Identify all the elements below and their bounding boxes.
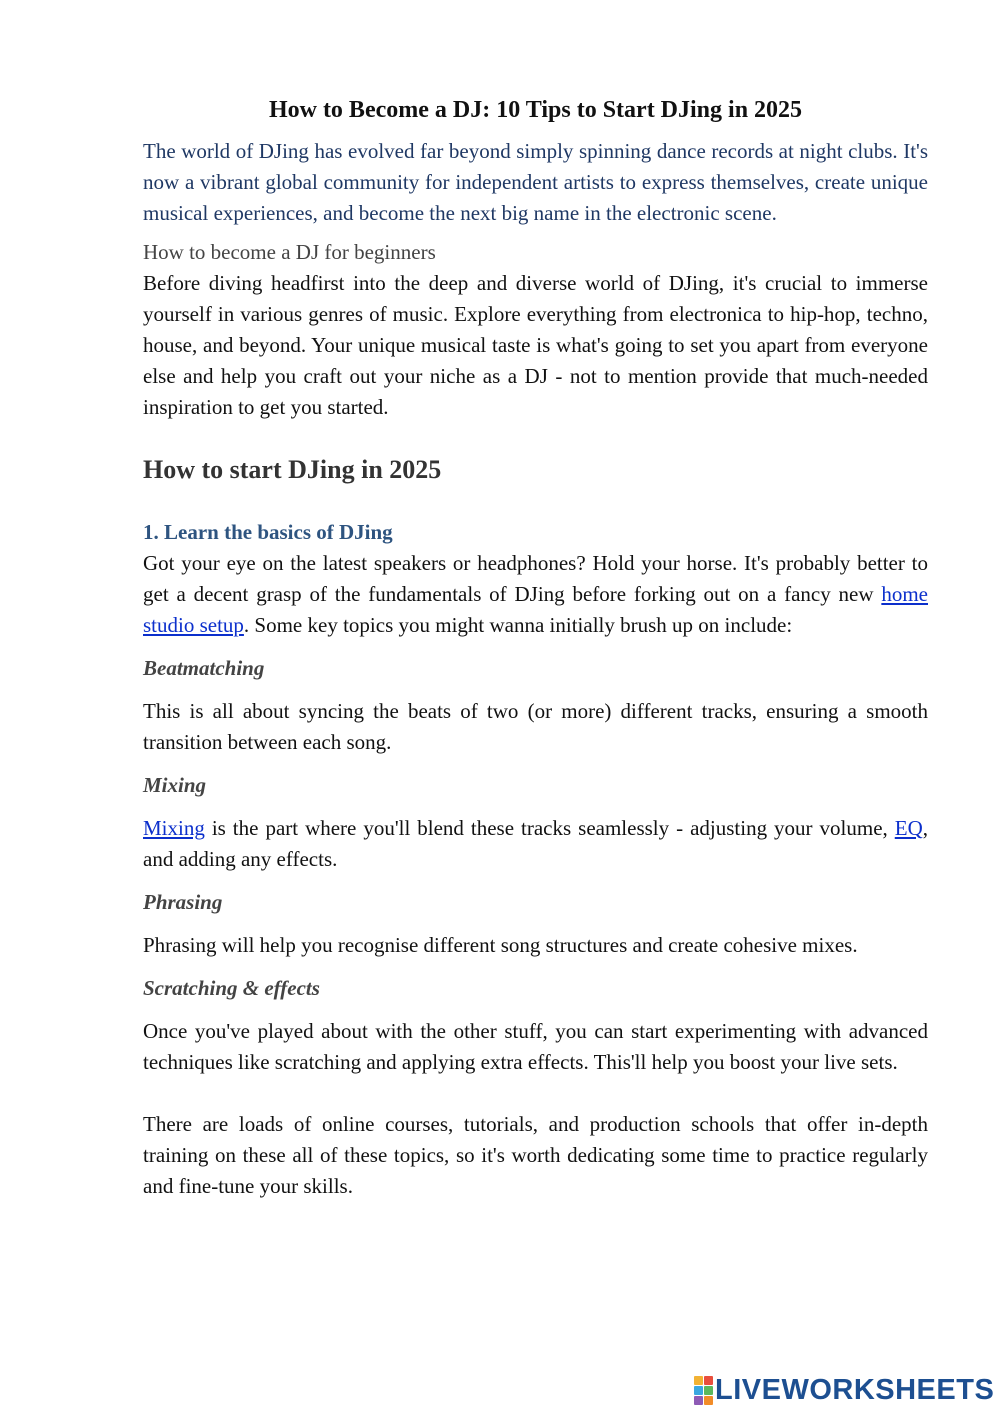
liveworksheets-logo-text: LIVEWORKSHEETS [715,1373,995,1406]
document-page [143,92,928,1202]
intro-paragraph: The world of DJing has evolved far beyond simply spinning dance records at night clubs. It's now a vibrant global community for independent artists to express themselves, create unique musical experiences, and become the next big name in the electronic scene. [143,139,928,225]
phrasing-paragraph: Phrasing will help you recognise different song structures and create cohesive mixes. [143,933,858,957]
mixing-text-end: , and adding any effects. [143,816,928,871]
step1-text-after: . Some key topics you might wanna initially brush up on include: [243,613,793,637]
closing-paragraph: There are loads of online courses, tutorials, and production schools that offer in-depth training on these all of these topics, so it's worth dedicating some time to practice regularly and fine-tune your skills. [143,1112,928,1198]
phrasing-heading: Phrasing [143,890,223,914]
beginners-heading: How to become a DJ for beginners [143,240,436,264]
liveworksheets-logo-icon [694,1376,712,1404]
start-heading: How to start DJing in 2025 [143,455,442,484]
eq-link[interactable]: EQ [894,816,923,840]
mixing-link[interactable]: Mixing [143,816,205,840]
scratching-heading: Scratching & effects [143,976,320,1000]
logo-tile [694,1396,703,1405]
mixing-text-mid: is the part where you'll blend these tracks seamlessly - adjusting your volume, [204,816,895,840]
logo-tile [704,1376,713,1385]
document-title: How to Become a DJ: 10 Tips to Start DJing in 2025 [268,97,803,123]
beginners-paragraph: Before diving headfirst into the deep and diverse world of DJing, it's crucial to immerse yourself in various genres of music. Explore everything from electronica to hip-hop, techno, house, and beyond. Your unique musical taste is what's going to set you apart from everyone else and help you craft out your niche as a DJ - not to mention provide that much-needed inspiration to get you started. [143,271,928,419]
mixing-heading: Mixing [143,773,207,797]
liveworksheets-logo [694,1375,994,1405]
logo-tile [694,1376,703,1385]
beatmatching-heading: Beatmatching [143,656,265,680]
step1-text-before: Got your eye on the latest speakers or headphones? Hold your horse. It's probably better to get a decent grasp of the fundamentals of DJing before forking out on a fancy new [143,551,928,606]
step1-heading: 1. Learn the basics of DJing [143,520,393,544]
mixing-paragraph [143,813,928,875]
scratching-paragraph: Once you've played about with the other stuff, you can start experimenting with advanced techniques like scratching and applying extra effects. This'll help you boost your live sets. [143,1019,928,1074]
logo-tile [694,1386,703,1395]
home-studio-setup-link[interactable]: home studio setup [143,582,928,637]
beatmatching-paragraph: This is all about syncing the beats of two (or more) different tracks, ensuring a smooth transition between each song. [143,699,928,754]
step1-paragraph [143,548,928,641]
logo-tile [704,1386,713,1395]
logo-tile [704,1396,713,1405]
